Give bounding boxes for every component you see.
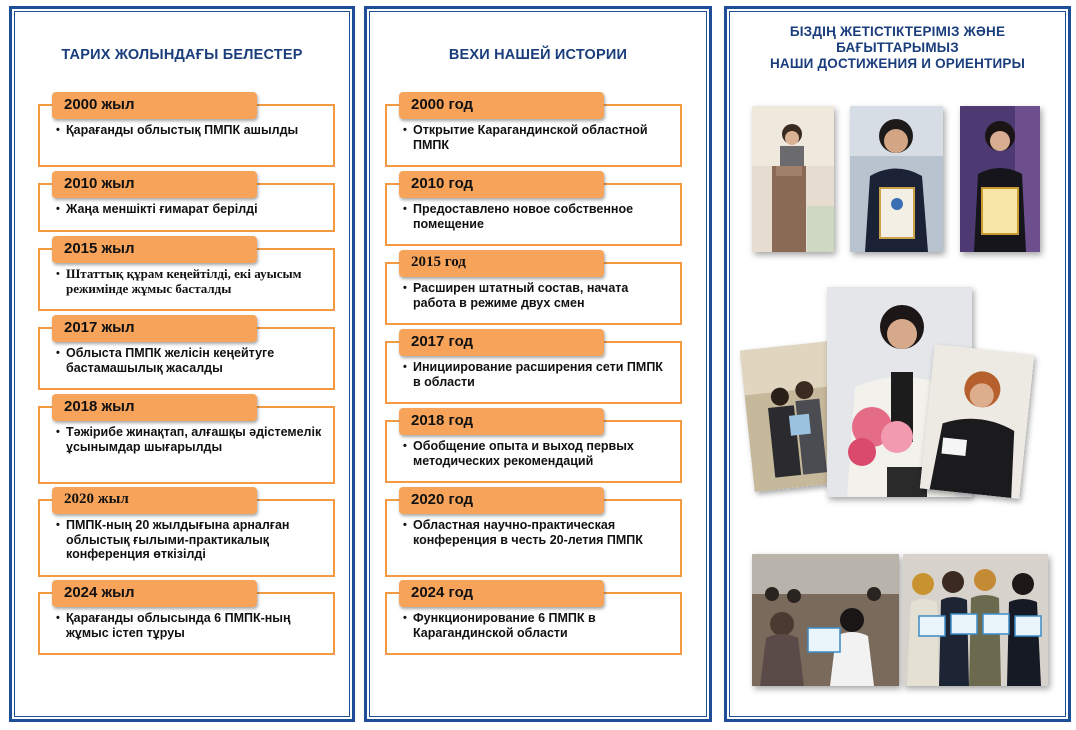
year-label: 2020 жыл (52, 487, 257, 514)
milestone-card (385, 412, 682, 483)
milestone-text: • Инициирование расширения сети ПМПК в области (403, 360, 670, 389)
panel-title (727, 24, 1068, 72)
milestone-card (38, 584, 335, 655)
year-label: 2015 жыл (52, 236, 257, 263)
photo-woman-with-certificate (850, 106, 943, 252)
panel-russian-history (364, 6, 712, 722)
year-label: 2015 год (399, 250, 604, 277)
year-label: 2017 жыл (52, 315, 257, 342)
panel-achievements (724, 6, 1071, 722)
year-label: 2017 год (399, 329, 604, 356)
title-line: БАҒЫТТАРЫМЫЗ (836, 40, 959, 55)
milestone-card (38, 319, 335, 390)
milestone-card (38, 398, 335, 484)
panel-title: ВЕХИ НАШЕЙ ИСТОРИИ (448, 47, 628, 63)
photo-speaker-at-podium (752, 106, 834, 252)
milestone-text: • Қарағанды облысында 6 ПМПК-ның жұмыс істеп тұруы (56, 611, 323, 640)
photo-group-award-ceremony (752, 554, 899, 686)
milestone-text: • Открытие Карагандинской областной ПМПК (403, 123, 670, 152)
year-label: 2010 жыл (52, 171, 257, 198)
milestone-text: • Предоставлено новое собственное помещение (403, 202, 670, 231)
milestone-card (38, 96, 335, 167)
title-line: НАШИ ДОСТИЖЕНИЯ И ОРИЕНТИРЫ (769, 56, 1026, 71)
photo-woman-in-black-jacket (920, 344, 1035, 499)
year-label: 2024 год (399, 580, 604, 607)
photo-young-woman-with-diploma (960, 106, 1040, 252)
photo-team-with-certificates (903, 554, 1048, 686)
year-label: 2000 год (399, 92, 604, 119)
milestone-text: • Расширен штатный состав, начата работа в режиме двух смен (403, 281, 670, 310)
milestone-card (385, 584, 682, 655)
milestone-text: • ПМПК-ның 20 жылдығына арналған облыстық ғылыми-практикалық конференция өткізілді (56, 518, 323, 562)
title-line: БІЗДІҢ ЖЕТІСТІКТЕРІМІЗ ЖӘНЕ (789, 24, 1006, 39)
milestone-text: • Функционирование 6 ПМПК в Карагандинской области (403, 611, 670, 640)
milestone-card (38, 491, 335, 577)
milestone-card (38, 240, 335, 311)
panel-kazakh-history (9, 6, 355, 722)
year-label: 2018 жыл (52, 394, 257, 421)
panel-title: ТАРИХ ЖОЛЫНДАҒЫ БЕЛЕСТЕР (61, 47, 303, 63)
milestone-text: • Қарағанды облыстық ПМПК ашылды (56, 123, 323, 138)
milestone-card (385, 175, 682, 246)
milestone-text: • Жаңа меншікті ғимарат берілді (56, 202, 323, 217)
milestone-card (385, 96, 682, 167)
milestone-text: • Облыста ПМПК желісін кеңейтуге бастамашылық жасалды (56, 346, 323, 375)
milestone-text: • Обобщение опыта и выход первых методических рекомендаций (403, 439, 670, 468)
milestone-text: • Областная научно-практическая конференция в честь 20-летия ПМПК (403, 518, 670, 547)
year-label: 2020 год (399, 487, 604, 514)
year-label: 2024 жыл (52, 580, 257, 607)
year-label: 2018 год (399, 408, 604, 435)
year-label: 2010 год (399, 171, 604, 198)
milestone-card (385, 333, 682, 404)
year-label: 2000 жыл (52, 92, 257, 119)
milestone-text: • Тәжірибе жинақтап, алғашқы әдістемелік ұсынымдар шығарылды (56, 425, 323, 454)
milestone-card (385, 254, 682, 325)
milestone-card (38, 175, 335, 232)
milestone-card (385, 491, 682, 577)
milestone-text: • Штаттық құрам кеңейтілді, екі ауысым режимінде жұмыс басталды (56, 267, 323, 296)
